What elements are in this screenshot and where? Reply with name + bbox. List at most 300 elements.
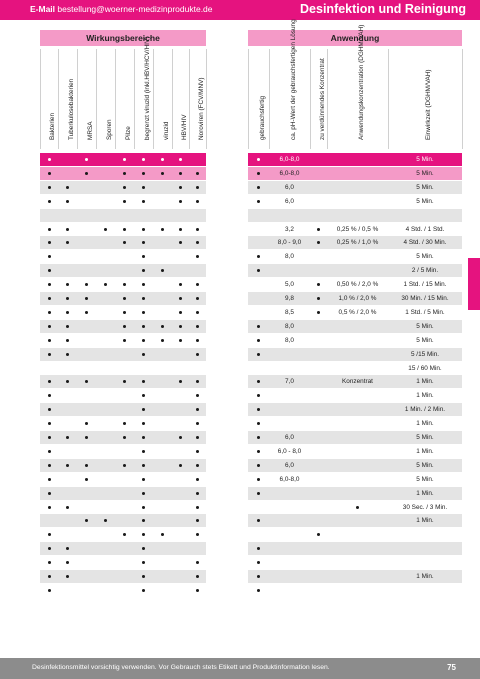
wirk-col-5-label: begrenzt viruzid (inkl.HBV/HCV/HIV): [143, 36, 151, 140]
check-dot: [66, 311, 69, 314]
check-dot: [142, 297, 145, 300]
check-dot: [66, 380, 69, 383]
check-dot: [142, 269, 145, 272]
check-dot: [85, 158, 88, 161]
table-row-anwendung: [248, 375, 462, 388]
table-row-wirkung: [40, 584, 206, 597]
check-dot: [123, 228, 126, 231]
check-dot: [257, 519, 260, 522]
check-dot: [48, 394, 51, 397]
time-value: 1 Min.: [416, 490, 434, 497]
time-value: 5 Min.: [416, 476, 434, 483]
check-dot: [48, 200, 51, 203]
wirk-col-3-label: Sporen: [105, 119, 113, 140]
check-dot: [142, 436, 145, 439]
table-row-wirkung: [40, 223, 206, 236]
ph-value: 9,8: [285, 295, 294, 302]
time-value: 4 Std. / 1 Std.: [405, 226, 445, 233]
table-row-wirkung: [40, 292, 206, 305]
check-dot: [142, 422, 145, 425]
table-row-wirkung: [40, 403, 206, 416]
footer-bar: [0, 658, 480, 679]
time-value: 5 Min.: [416, 253, 434, 260]
time-value: 5 /15 Min.: [410, 351, 440, 358]
check-dot: [142, 575, 145, 578]
check-dot: [48, 450, 51, 453]
check-dot: [142, 283, 145, 286]
check-dot: [257, 380, 260, 383]
wirk-col-8: [189, 49, 206, 149]
ph-value: 8,5: [285, 309, 294, 316]
column-divider: [248, 49, 249, 149]
table-row-anwendung: [248, 278, 462, 291]
ph-value: 6,0-8,0: [279, 170, 300, 177]
check-dot: [196, 186, 199, 189]
check-dot: [142, 353, 145, 356]
anw-col-1: [269, 19, 310, 149]
check-dot: [179, 241, 182, 244]
check-dot: [179, 283, 182, 286]
check-dot: [257, 589, 260, 592]
check-dot: [48, 283, 51, 286]
wirk-col-2-label: MRSA: [86, 121, 94, 140]
time-value: 30 Min. / 15 Min.: [401, 295, 449, 302]
check-dot: [142, 450, 145, 453]
table-row-anwendung: [248, 348, 462, 361]
check-dot: [142, 506, 145, 509]
check-dot: [48, 255, 51, 258]
check-dot: [48, 533, 51, 536]
time-value: 2 / 5 Min.: [411, 267, 439, 274]
check-dot: [257, 422, 260, 425]
table-row-anwendung: [248, 459, 462, 472]
check-dot: [66, 561, 69, 564]
check-dot: [104, 283, 107, 286]
check-dot: [85, 297, 88, 300]
check-dot: [142, 241, 145, 244]
check-dot: [48, 325, 51, 328]
anw-col-4-label: Einwirkzeit (DGHM/VAH): [425, 69, 432, 140]
wirk-col-4-label: Pilze: [124, 126, 132, 140]
check-dot: [196, 297, 199, 300]
time-value: 5 Min.: [416, 170, 434, 177]
column-divider: [462, 49, 463, 149]
check-dot: [142, 533, 145, 536]
column-divider: [134, 49, 135, 149]
check-dot: [317, 283, 320, 286]
wirk-col-0: [40, 49, 58, 149]
footer-note: Desinfektionsmittel vorsichtig verwenden. Vor Gebrauch stets Etikett und Produktinformation lesen.: [32, 664, 330, 671]
table-row-anwendung: [248, 556, 462, 569]
check-dot: [85, 478, 88, 481]
time-value: 1 Min.: [416, 378, 434, 385]
time-value: 5 Min.: [416, 156, 434, 163]
page-number: 75: [447, 663, 456, 672]
check-dot: [257, 478, 260, 481]
check-dot: [123, 436, 126, 439]
check-dot: [196, 241, 199, 244]
table-row-anwendung: [248, 431, 462, 444]
check-dot: [179, 186, 182, 189]
anw-col-0: [248, 49, 269, 149]
table-row-anwendung: [248, 250, 462, 263]
check-dot: [179, 158, 182, 161]
check-dot: [142, 478, 145, 481]
check-dot: [196, 353, 199, 356]
table-row-wirkung: [40, 417, 206, 430]
time-value: 5 Min.: [416, 337, 434, 344]
check-dot: [123, 380, 126, 383]
check-dot: [66, 506, 69, 509]
time-value: 5 Min.: [416, 323, 434, 330]
time-value: 1 Min.: [416, 392, 434, 399]
check-dot: [257, 325, 260, 328]
check-dot: [142, 519, 145, 522]
check-dot: [66, 186, 69, 189]
concentration-value: 0,25 % / 0,5 %: [336, 226, 379, 233]
header-email[interactable]: [30, 4, 213, 14]
check-dot: [142, 339, 145, 342]
check-dot: [317, 533, 320, 536]
check-dot: [179, 297, 182, 300]
check-dot: [257, 200, 260, 203]
check-dot: [257, 186, 260, 189]
check-dot: [48, 228, 51, 231]
check-dot: [257, 269, 260, 272]
check-dot: [161, 339, 164, 342]
check-dot: [161, 172, 164, 175]
anw-col-3: [327, 24, 388, 149]
table-row-wirkung: [40, 528, 206, 541]
check-dot: [48, 547, 51, 550]
table-row-anwendung: [248, 195, 462, 208]
check-dot: [85, 519, 88, 522]
check-dot: [257, 255, 260, 258]
check-dot: [142, 200, 145, 203]
table-row-wirkung: [40, 236, 206, 249]
check-dot: [142, 255, 145, 258]
email-label: E-Mail: [30, 4, 56, 14]
check-dot: [196, 200, 199, 203]
anw-col-1-label: ca. pH-Wert der gebrauchsfertigen Lösung: [289, 19, 297, 140]
group-header-wirkungsbereiche: Wirkungsbereiche: [40, 30, 206, 46]
check-dot: [123, 325, 126, 328]
check-dot: [123, 186, 126, 189]
table-row-wirkung: [40, 195, 206, 208]
wirk-col-8-label: Noroviren (FCV/MNV): [197, 77, 205, 140]
wirk-col-6: [153, 49, 172, 149]
ph-value: 8,0: [285, 253, 294, 260]
column-divider: [172, 49, 173, 149]
table-row-anwendung: [248, 362, 462, 375]
table-row-anwendung: [248, 417, 462, 430]
check-dot: [317, 228, 320, 231]
check-dot: [123, 172, 126, 175]
email-address[interactable]: bestellung@woerner-medizinprodukte.de: [57, 4, 213, 14]
check-dot: [317, 297, 320, 300]
check-dot: [48, 478, 51, 481]
check-dot: [161, 325, 164, 328]
check-dot: [257, 547, 260, 550]
check-dot: [142, 380, 145, 383]
check-dot: [179, 380, 182, 383]
column-divider: [189, 49, 190, 149]
column-divider: [388, 49, 389, 149]
table-row-wirkung: [40, 320, 206, 333]
ph-value: 8,0: [285, 323, 294, 330]
time-value: 1 Std. / 15 Min.: [403, 281, 447, 288]
table-row-anwendung: [248, 542, 462, 555]
check-dot: [66, 228, 69, 231]
check-dot: [196, 408, 199, 411]
check-dot: [257, 339, 260, 342]
wirk-col-1: [58, 49, 77, 149]
ph-value: 6,0-8,0: [279, 156, 300, 163]
column-divider: [327, 49, 328, 149]
time-value: 15 / 60 Min.: [408, 365, 442, 372]
check-dot: [196, 519, 199, 522]
table-row-anwendung: [248, 403, 462, 416]
ph-value: 6,0: [285, 184, 294, 191]
check-dot: [161, 533, 164, 536]
ph-value: 5,0: [285, 281, 294, 288]
table-row-anwendung: [248, 209, 462, 222]
check-dot: [142, 394, 145, 397]
check-dot: [48, 492, 51, 495]
check-dot: [85, 464, 88, 467]
table-row-wirkung: [40, 306, 206, 319]
time-value: 5 Min.: [416, 184, 434, 191]
top-bar: [0, 0, 480, 20]
check-dot: [179, 172, 182, 175]
table-row-anwendung: [248, 320, 462, 333]
check-dot: [142, 589, 145, 592]
check-dot: [48, 353, 51, 356]
ph-value: 6,0: [285, 198, 294, 205]
check-dot: [196, 478, 199, 481]
table-row-anwendung: [248, 473, 462, 486]
table-row-anwendung: [248, 181, 462, 194]
check-dot: [142, 311, 145, 314]
wirk-col-5: [134, 36, 153, 149]
check-dot: [196, 436, 199, 439]
check-dot: [48, 311, 51, 314]
check-dot: [196, 283, 199, 286]
check-dot: [196, 380, 199, 383]
check-dot: [196, 561, 199, 564]
table-row-wirkung: [40, 514, 206, 527]
table-row-wirkung: [40, 556, 206, 569]
check-dot: [257, 158, 260, 161]
check-dot: [257, 561, 260, 564]
table-row-wirkung: [40, 181, 206, 194]
ph-value: 6,0: [285, 434, 294, 441]
check-dot: [85, 311, 88, 314]
anw-col-2: [310, 49, 327, 149]
check-dot: [179, 228, 182, 231]
time-value: 5 Min.: [416, 434, 434, 441]
table-row-wirkung: [40, 389, 206, 402]
check-dot: [66, 241, 69, 244]
check-dot: [196, 325, 199, 328]
wirk-col-4: [115, 49, 134, 149]
check-dot: [142, 228, 145, 231]
check-dot: [66, 547, 69, 550]
check-dot: [85, 436, 88, 439]
check-dot: [123, 283, 126, 286]
side-tab[interactable]: [468, 258, 480, 310]
table-row-anwendung: [248, 389, 462, 402]
table-row-anwendung: [248, 306, 462, 319]
table-row-wirkung: [40, 153, 206, 166]
table-row-wirkung: [40, 375, 206, 388]
check-dot: [257, 575, 260, 578]
table-row-anwendung: [248, 501, 462, 514]
concentration-value: Konzentrat: [342, 378, 373, 385]
check-dot: [48, 186, 51, 189]
table-row-anwendung: [248, 445, 462, 458]
check-dot: [179, 339, 182, 342]
table-row-wirkung: [40, 348, 206, 361]
check-dot: [104, 519, 107, 522]
table-row-anwendung: [248, 292, 462, 305]
check-dot: [85, 422, 88, 425]
anw-col-3-label: Anwendungskonzentration (DGHM/VAH): [357, 24, 365, 140]
table-row-wirkung: [40, 250, 206, 263]
check-dot: [317, 241, 320, 244]
check-dot: [104, 228, 107, 231]
check-dot: [66, 283, 69, 286]
check-dot: [179, 436, 182, 439]
check-dot: [142, 186, 145, 189]
check-dot: [196, 255, 199, 258]
check-dot: [196, 172, 199, 175]
check-dot: [196, 506, 199, 509]
concentration-value: 0,25 % / 1,0 %: [336, 239, 379, 246]
check-dot: [123, 200, 126, 203]
check-dot: [257, 353, 260, 356]
check-dot: [196, 339, 199, 342]
check-dot: [48, 408, 51, 411]
check-dot: [123, 158, 126, 161]
column-divider: [96, 49, 97, 149]
group-header-anwendung: Anwendung: [248, 30, 462, 46]
check-dot: [123, 464, 126, 467]
table-row-anwendung: [248, 167, 462, 180]
check-dot: [48, 380, 51, 383]
table-row-wirkung: [40, 570, 206, 583]
table-row-anwendung: [248, 584, 462, 597]
check-dot: [179, 325, 182, 328]
check-dot: [48, 561, 51, 564]
time-value: 5 Min.: [416, 462, 434, 469]
check-dot: [123, 241, 126, 244]
column-divider: [77, 49, 78, 149]
check-dot: [85, 380, 88, 383]
check-dot: [257, 394, 260, 397]
check-dot: [66, 464, 69, 467]
wirk-col-7-label: HBV/HIV: [180, 114, 188, 140]
time-value: 30 Sec. / 3 Min.: [402, 504, 448, 511]
check-dot: [48, 589, 51, 592]
check-dot: [257, 436, 260, 439]
check-dot: [196, 533, 199, 536]
check-dot: [66, 353, 69, 356]
table-row-anwendung: [248, 570, 462, 583]
check-dot: [123, 533, 126, 536]
check-dot: [196, 575, 199, 578]
check-dot: [123, 297, 126, 300]
time-value: 1 Min. / 2 Min.: [404, 406, 446, 413]
check-dot: [48, 464, 51, 467]
check-dot: [142, 561, 145, 564]
ph-value: 7,0: [285, 378, 294, 385]
check-dot: [48, 158, 51, 161]
check-dot: [179, 311, 182, 314]
check-dot: [85, 172, 88, 175]
time-value: 4 Std. / 30 Min.: [403, 239, 447, 246]
check-dot: [257, 464, 260, 467]
table-row-wirkung: [40, 209, 206, 222]
check-dot: [196, 450, 199, 453]
check-dot: [142, 464, 145, 467]
anw-col-2-label: zu verdünnendes Konzentrat: [318, 58, 326, 140]
table-row-wirkung: [40, 334, 206, 347]
check-dot: [196, 589, 199, 592]
time-value: 1 Min.: [416, 448, 434, 455]
time-value: 5 Min.: [416, 198, 434, 205]
check-dot: [48, 269, 51, 272]
ph-value: 8,0 - 9,0: [277, 239, 302, 246]
check-dot: [123, 422, 126, 425]
wirk-col-2: [77, 49, 96, 149]
check-dot: [123, 339, 126, 342]
check-dot: [257, 172, 260, 175]
check-dot: [196, 228, 199, 231]
table-row-anwendung: [248, 236, 462, 249]
table-row-anwendung: [248, 514, 462, 527]
time-value: 1 Min.: [416, 517, 434, 524]
check-dot: [66, 297, 69, 300]
concentration-value: 0,50 % / 2,0 %: [336, 281, 379, 288]
wirk-col-0-label: Bakterien: [49, 113, 56, 140]
column-divider: [153, 49, 154, 149]
anw-col-4: [388, 49, 462, 149]
time-value: 1 Std. / 5 Min.: [405, 309, 445, 316]
check-dot: [161, 158, 164, 161]
check-dot: [48, 172, 51, 175]
ph-value: 3,2: [285, 226, 294, 233]
check-dot: [85, 283, 88, 286]
check-dot: [123, 311, 126, 314]
check-dot: [317, 311, 320, 314]
concentration-value: 0,5 % / 2,0 %: [338, 309, 377, 316]
check-dot: [48, 506, 51, 509]
check-dot: [142, 325, 145, 328]
wirk-col-1-label: Tuberkulosebakterien: [67, 78, 75, 140]
table-row-wirkung: [40, 167, 206, 180]
column-divider: [58, 49, 59, 149]
check-dot: [66, 325, 69, 328]
check-dot: [66, 575, 69, 578]
wirk-col-7: [172, 49, 189, 149]
check-dot: [48, 297, 51, 300]
check-dot: [196, 464, 199, 467]
time-value: 1 Min.: [416, 573, 434, 580]
check-dot: [196, 422, 199, 425]
table-row-wirkung: [40, 278, 206, 291]
table-row-wirkung: [40, 445, 206, 458]
